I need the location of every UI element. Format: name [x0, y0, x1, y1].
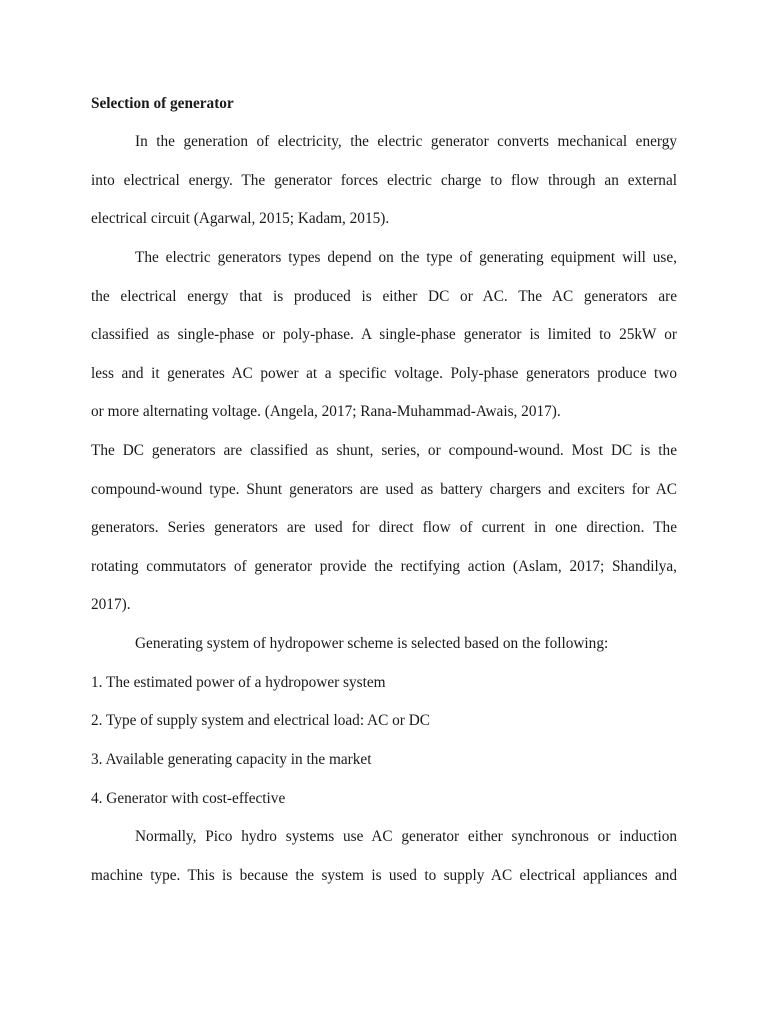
- paragraph-line: classified as single-phase or poly-phase. A single-phase generator is limited to 25kW or: [91, 326, 677, 343]
- paragraph-line: Normally, Pico hydro systems use AC generator either synchronous or induction: [135, 828, 677, 845]
- list-item: 2. Type of supply system and electrical load: AC or DC: [91, 712, 430, 729]
- paragraph-line: The electric generators types depend on the type of generating equipment will use,: [135, 249, 677, 266]
- paragraph-line: In the generation of electricity, the electric generator converts mechanical energy: [135, 133, 677, 150]
- paragraph-line: or more alternating voltage. (Angela, 2017; Rana-Muhammad-Awais, 2017).: [91, 403, 561, 420]
- paragraph-line: Generating system of hydropower scheme is selected based on the following:: [135, 635, 609, 652]
- paragraph-line: the electrical energy that is produced is either DC or AC. The AC generators are: [91, 288, 677, 305]
- paragraph-line: electrical circuit (Agarwal, 2015; Kadam, 2015).: [91, 210, 390, 227]
- paragraph-line: less and it generates AC power at a specific voltage. Poly-phase generators produce two: [91, 365, 677, 382]
- paragraph-line: machine type. This is because the system is used to supply AC electrical appliances and: [91, 867, 677, 884]
- list-item: 4. Generator with cost-effective: [91, 790, 286, 807]
- paragraph-line: The DC generators are classified as shunt, series, or compound-wound. Most DC is the: [91, 442, 677, 459]
- paragraph-line: 2017).: [91, 596, 131, 613]
- list-item: 1. The estimated power of a hydropower system: [91, 674, 386, 691]
- paragraph-line: compound-wound type. Shunt generators are used as battery chargers and exciters for AC: [91, 481, 677, 498]
- section-heading: Selection of generator: [91, 95, 234, 112]
- paragraph-line: rotating commutators of generator provide the rectifying action (Aslam, 2017; Shandilya,: [91, 558, 677, 575]
- list-item: 3. Available generating capacity in the market: [91, 751, 372, 768]
- paragraph-line: generators. Series generators are used for direct flow of current in one direction. The: [91, 519, 677, 536]
- paragraph-line: into electrical energy. The generator forces electric charge to flow through an external: [91, 172, 677, 189]
